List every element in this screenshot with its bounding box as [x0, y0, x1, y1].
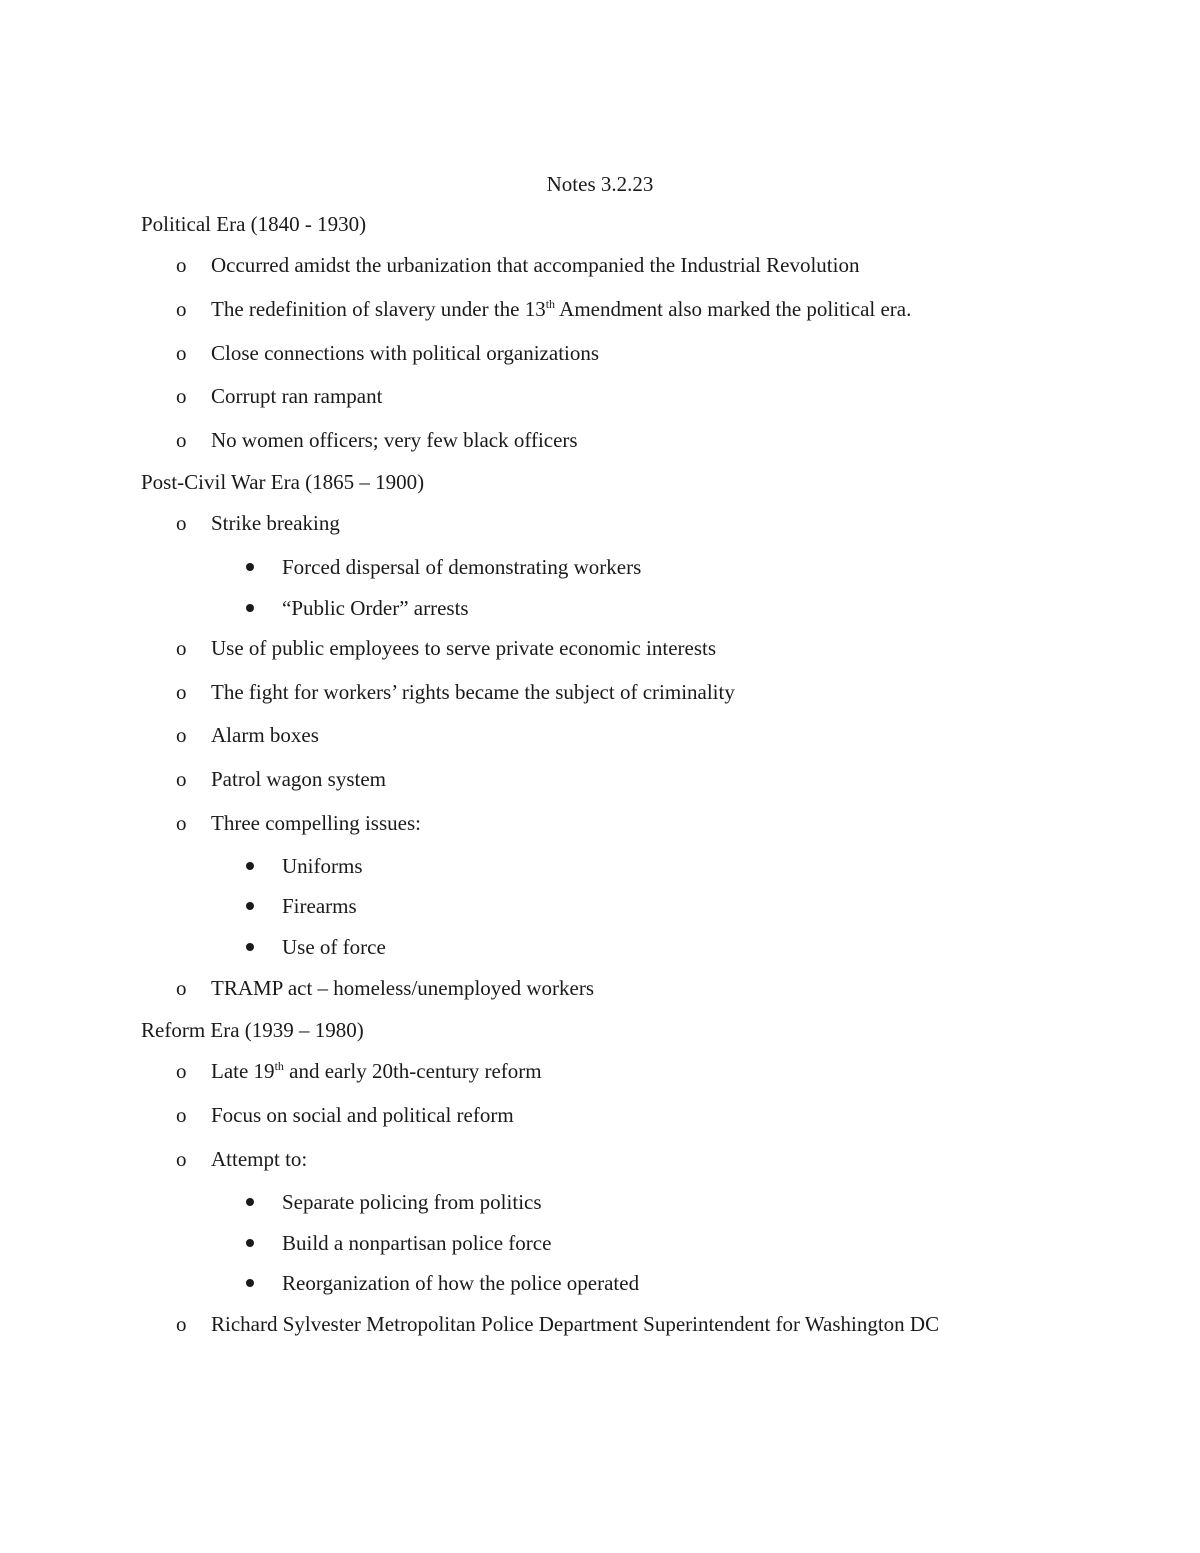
sub-list-item-text: Build a nonpartisan police force: [282, 1231, 552, 1255]
list-item-text: Three compelling issues:: [211, 811, 421, 835]
list-item-text-part: Late 19: [211, 1059, 275, 1083]
document-title: Notes 3.2.23: [546, 172, 654, 196]
list-item-text: Corrupt ran rampant: [211, 384, 383, 408]
solid-bullet-icon: [246, 604, 254, 612]
list-item-text: Richard Sylvester Metropolitan Police Department Superintendent for Washington DC: [211, 1312, 940, 1336]
hollow-bullet-icon: o: [176, 1103, 187, 1127]
hollow-bullet-icon: o: [176, 1312, 187, 1336]
hollow-bullet-icon: o: [176, 976, 187, 1000]
hollow-bullet-icon: o: [176, 811, 187, 835]
hollow-bullet-icon: o: [176, 341, 187, 365]
list-item-text: Attempt to:: [211, 1147, 308, 1171]
hollow-bullet-icon: o: [176, 1059, 187, 1083]
hollow-bullet-icon: o: [176, 767, 187, 791]
sub-list-item-text: Use of force: [282, 935, 386, 959]
section-heading-political-era: Political Era (1840 - 1930): [141, 212, 367, 236]
list-item-text-part: and early 20th-century reform: [283, 1059, 542, 1083]
solid-bullet-icon: [246, 902, 254, 910]
hollow-bullet-icon: o: [176, 1147, 187, 1171]
solid-bullet-icon: [246, 862, 254, 870]
section-heading-reform-era: Reform Era (1939 – 1980): [141, 1018, 364, 1042]
solid-bullet-icon: [246, 563, 254, 571]
list-item-text: No women officers; very few black officers: [211, 428, 578, 452]
superscript: th: [545, 297, 556, 311]
list-item-text: Close connections with political organizations: [211, 341, 600, 365]
sub-list-item-text: Forced dispersal of demonstrating workers: [282, 555, 642, 579]
solid-bullet-icon: [246, 943, 254, 951]
sub-list-item-text: “Public Order” arrests: [282, 596, 469, 620]
superscript: th: [274, 1059, 284, 1073]
hollow-bullet-icon: o: [176, 511, 187, 535]
hollow-bullet-icon: o: [176, 428, 187, 452]
list-item-text: Patrol wagon system: [211, 767, 386, 791]
hollow-bullet-icon: o: [176, 636, 187, 660]
list-item-text-part: Amendment also marked the political era.: [555, 297, 912, 321]
hollow-bullet-icon: o: [176, 384, 187, 408]
hollow-bullet-icon: o: [176, 723, 187, 747]
section-heading-post-civil-war-era: Post-Civil War Era (1865 – 1900): [141, 470, 425, 494]
list-item-text: [211, 296, 911, 322]
list-item-text: [211, 1058, 542, 1084]
list-item-text: Occurred amidst the urbanization that accompanied the Industrial Revolution: [211, 253, 860, 277]
solid-bullet-icon: [246, 1198, 254, 1206]
sub-list-item-text: Uniforms: [282, 854, 363, 878]
solid-bullet-icon: [246, 1279, 254, 1287]
list-item-text-part: The redefinition of slavery under the 13: [211, 297, 546, 321]
sub-list-item-text: Firearms: [282, 894, 357, 918]
hollow-bullet-icon: o: [176, 297, 187, 321]
hollow-bullet-icon: o: [176, 680, 187, 704]
sub-list-item-text: Separate policing from politics: [282, 1190, 542, 1214]
list-item-text: The fight for workers’ rights became the subject of criminality: [211, 680, 735, 704]
list-item-text: Focus on social and political reform: [211, 1103, 514, 1127]
hollow-bullet-icon: o: [176, 253, 187, 277]
list-item-text: Alarm boxes: [211, 723, 319, 747]
list-item-text: TRAMP act – homeless/unemployed workers: [211, 976, 594, 1000]
solid-bullet-icon: [246, 1239, 254, 1247]
list-item-text: Use of public employees to serve private economic interests: [211, 636, 717, 660]
list-item-text: Strike breaking: [211, 511, 340, 535]
sub-list-item-text: Reorganization of how the police operated: [282, 1271, 640, 1295]
